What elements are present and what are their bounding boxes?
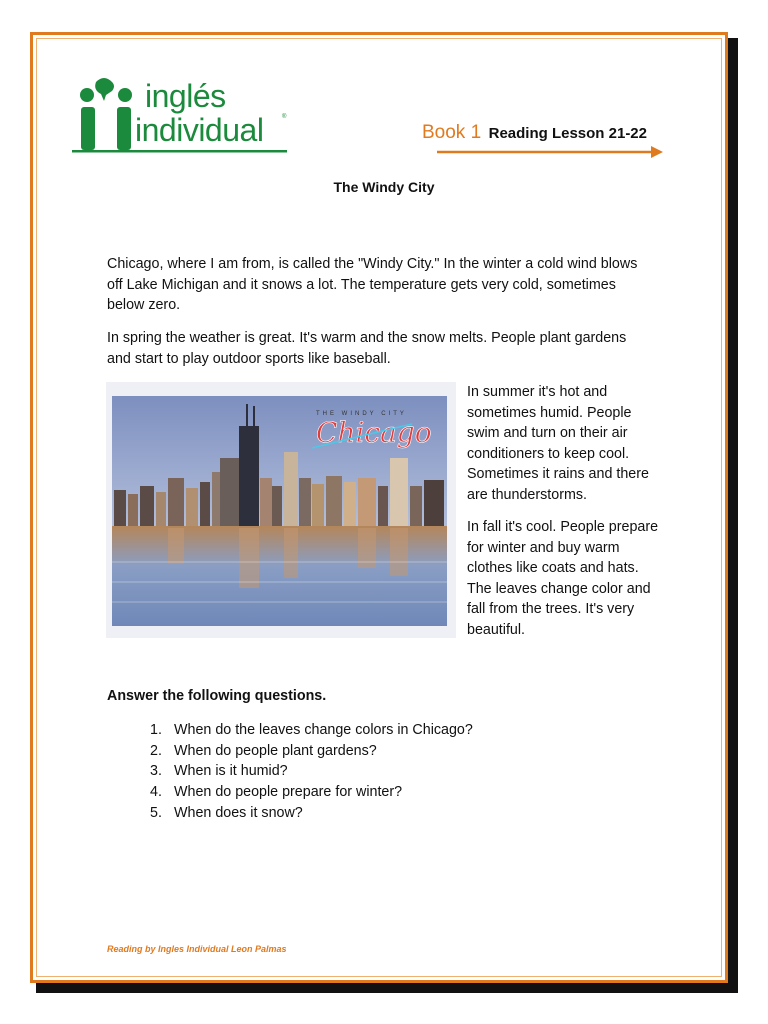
paragraph-fall: In fall it's cool. People prepare for winter and buy warm clothes like coats and hats. The leaves change color and fall from the trees. It's very beautiful. [467, 519, 659, 638]
paragraph-summer: In summer it's hot and sometimes humid. People swim and turn on their air conditioners to keep cool. Sometimes it rains and there are thunderstorms. [467, 384, 649, 503]
question-text: When do the leaves change colors in Chicago? [174, 722, 473, 738]
arrow-right-icon [437, 144, 665, 158]
list-item [150, 782, 473, 803]
question-number: 4. [150, 784, 162, 801]
question-number: 5. [150, 804, 162, 821]
logo-text-individual: individual [135, 112, 264, 148]
lesson-heading [422, 122, 647, 144]
paragraph-winter: Chicago, where I am from, is called the "Windy City." In the winter a cold wind blows off Lake Michigan and it snows a lot. The temperature gets very cold, sometimes below zero. [107, 256, 638, 313]
chicago-skyline-photo [106, 382, 456, 638]
book-label: Book 1 [422, 122, 482, 143]
photo-caption-big: Chicago [316, 416, 432, 449]
question-number: 2. [150, 742, 162, 759]
paragraph-spring: In spring the weather is great. It's warm and the snow melts. People plant gardens and start to play outdoor sports like baseball. [107, 330, 627, 367]
page-title: The Windy City [333, 179, 435, 195]
list-item [150, 761, 473, 782]
list-item [150, 741, 473, 762]
registered-mark: ® [282, 114, 287, 120]
lesson-label: Reading Lesson 21-22 [488, 125, 647, 142]
question-text: When do people plant gardens? [174, 742, 377, 759]
question-text: When is it humid? [174, 763, 288, 780]
question-text: When do people prepare for winter? [174, 784, 403, 801]
footer-credit: Reading by Ingles Individual Leon Palmas [107, 944, 287, 954]
list-item [150, 720, 473, 741]
question-number: 3. [150, 763, 162, 780]
questions-heading: Answer the following questions. [107, 688, 327, 704]
questions-list [150, 720, 473, 824]
photo-caption-small: THE WINDY CITY [316, 411, 407, 417]
logo-text-ingles: inglés [145, 78, 226, 114]
list-item [150, 803, 473, 824]
question-number: 1. [150, 722, 162, 738]
question-text: When does it snow? [174, 804, 303, 821]
